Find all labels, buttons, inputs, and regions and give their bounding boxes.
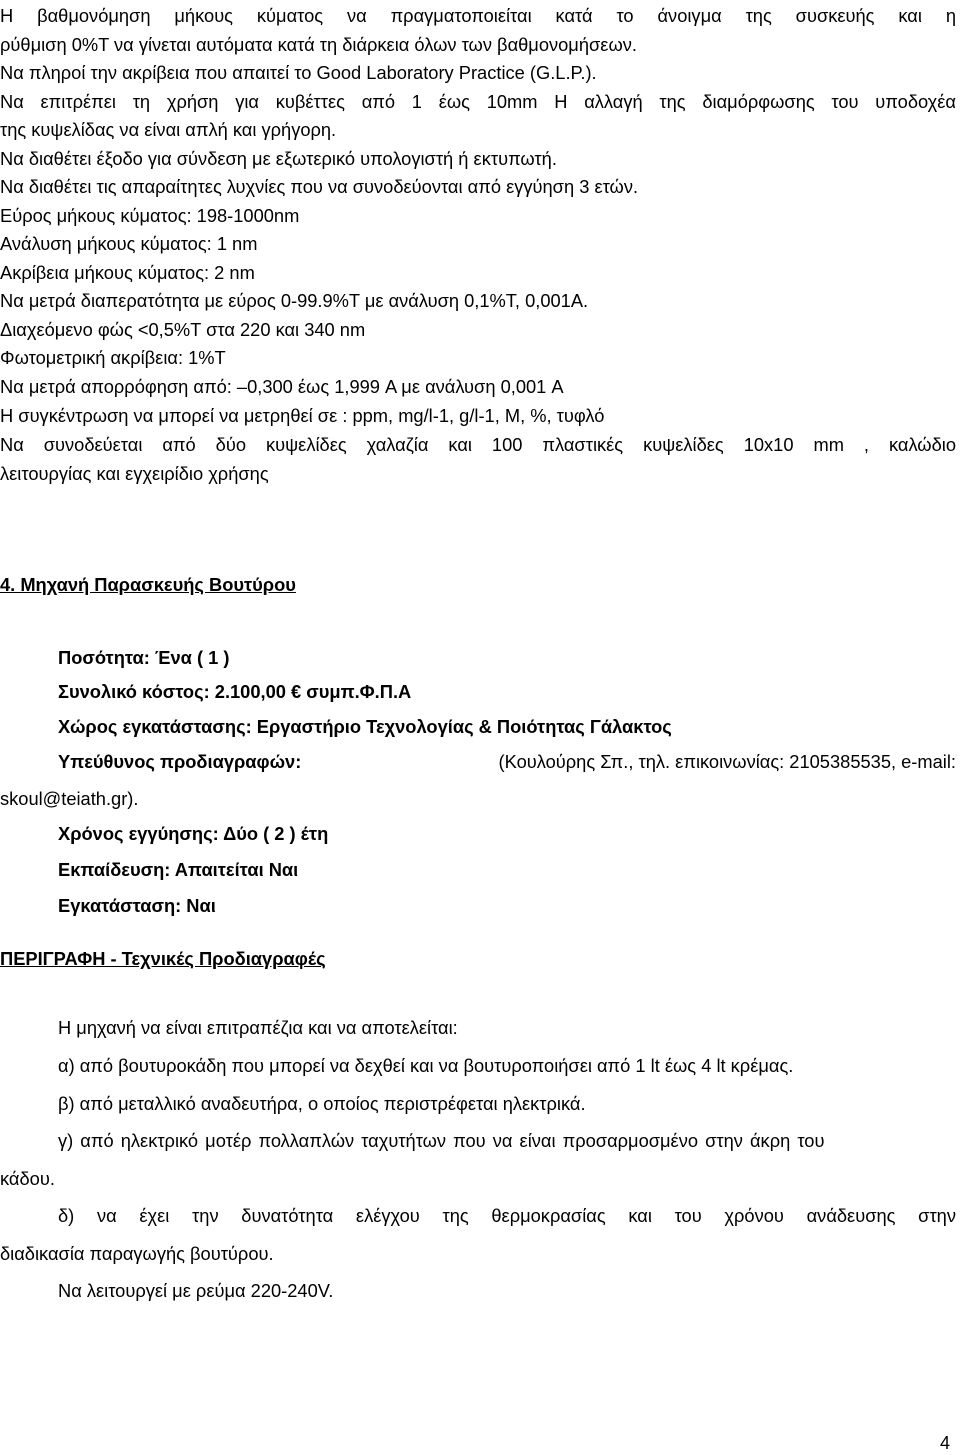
spec-line: Ακρίβεια μήκους κύματος: 2 nm bbox=[0, 262, 255, 283]
description-item-b: β) από μεταλλικό αναδευτήρα, ο οποίος περιστρέφεται ηλεκτρικά. bbox=[58, 1093, 586, 1114]
spec-line: Φωτομετρική ακρίβεια: 1%T bbox=[0, 347, 226, 368]
spec-line: Η βαθμονόμηση μήκους κύματος να πραγματοποιείται κατά το άνοιγμα της συσκευής και η bbox=[0, 5, 956, 26]
spec-line: Να επιτρέπει τη χρήση για κυβέττες από 1 έως 10mm Η αλλαγή της διαμόρφωσης του υποδοχέα bbox=[0, 91, 956, 112]
spec-line: Να διαθέτει τις απαραίτητες λυχνίες που να συνοδεύονται από εγγύηση 3 ετών. bbox=[0, 176, 639, 197]
description-item-a: α) από βουτυροκάδη που μπορεί να δεχθεί και να βουτυροποιήσει από 1 lt έως 4 lt κρέμας. bbox=[58, 1055, 794, 1076]
description-item-d: δ) να έχει την δυνατότητα ελέγχου της θερμοκρασίας και του χρόνου ανάδευσης στην bbox=[58, 1205, 956, 1226]
responsible-email: skoul@teiath.gr). bbox=[0, 788, 139, 809]
description-heading: ΠΕΡΙΓΡΑΦΗ - Τεχνικές Προδιαγραφές bbox=[0, 948, 326, 969]
spec-line: Να μετρά διαπερατότητα με εύρος 0-99.9%T με ανάλυση 0,1%T, 0,001A. bbox=[0, 290, 589, 311]
installation-location: Χώρος εγκατάστασης: Εργαστήριο Τεχνολογίας & Ποιότητας Γάλακτος bbox=[58, 716, 672, 737]
spec-line: Να συνοδεύεται από δύο κυψελίδες χαλαζία και 100 πλαστικές κυψελίδες 10x10 mm , καλώδιο bbox=[0, 434, 956, 455]
section-heading: 4. Μηχανή Παρασκευής Βουτύρου bbox=[0, 574, 296, 595]
total-cost: Συνολικό κόστος: 2.100,00 € συμπ.Φ.Π.Α bbox=[58, 681, 412, 702]
page-number: 4 bbox=[940, 1433, 951, 1453]
installation-required: Εγκατάσταση: Ναι bbox=[58, 895, 216, 916]
spec-line: της κυψελίδας να είναι απλή και γρήγορη. bbox=[0, 119, 337, 140]
quantity: Ποσότητα: Ένα ( 1 ) bbox=[58, 647, 230, 668]
spec-line: Εύρος μήκους κύματος: 198-1000nm bbox=[0, 205, 300, 226]
spec-line: Να διαθέτει έξοδο για σύνδεση με εξωτερικό υπολογιστή ή εκτυπωτή. bbox=[0, 148, 557, 169]
description-item-c: γ) από ηλεκτρικό μοτέρ πολλαπλών ταχυτήτων που να είναι προσαρμοσμένο στην άκρη του bbox=[58, 1130, 825, 1151]
description-intro: Η μηχανή να είναι επιτραπέζια και να αποτελείται: bbox=[58, 1017, 458, 1038]
responsible-row bbox=[58, 751, 956, 773]
spec-line: λειτουργίας και εγχειρίδιο χρήσης bbox=[0, 463, 269, 484]
description-power: Να λειτουργεί με ρεύμα 220-240V. bbox=[58, 1280, 334, 1301]
training-required: Εκπαίδευση: Απαιτείται Ναι bbox=[58, 859, 299, 880]
description-item-d-cont: διαδικασία παραγωγής βουτύρου. bbox=[0, 1243, 274, 1264]
spec-line: Να μετρά απορρόφηση από: –0,300 έως 1,999 A με ανάλυση 0,001 A bbox=[0, 376, 564, 397]
description-item-c-cont: κάδου. bbox=[0, 1168, 55, 1189]
spec-line: Η συγκέντρωση να μπορεί να μετρηθεί σε : ppm, mg/l-1, g/l-1, M, %, τυφλό bbox=[0, 405, 605, 426]
spec-line: Ανάλυση μήκους κύματος: 1 nm bbox=[0, 233, 258, 254]
spec-line: ρύθμιση 0%T να γίνεται αυτόματα κατά τη διάρκεια όλων των βαθμονομήσεων. bbox=[0, 34, 637, 55]
responsible-value: (Κουλούρης Σπ., τηλ. επικοινωνίας: 2105385535, e-mail: bbox=[498, 751, 956, 772]
spec-line: Να πληροί την ακρίβεια που απαιτεί το Good Laboratory Practice (G.L.P.). bbox=[0, 62, 597, 83]
warranty-period: Χρόνος εγγύησης: Δύο ( 2 ) έτη bbox=[58, 823, 329, 844]
responsible-label: Υπεύθυνος προδιαγραφών: bbox=[58, 751, 302, 772]
spec-line: Διαχεόμενο φώς <0,5%T στα 220 και 340 nm bbox=[0, 319, 366, 340]
